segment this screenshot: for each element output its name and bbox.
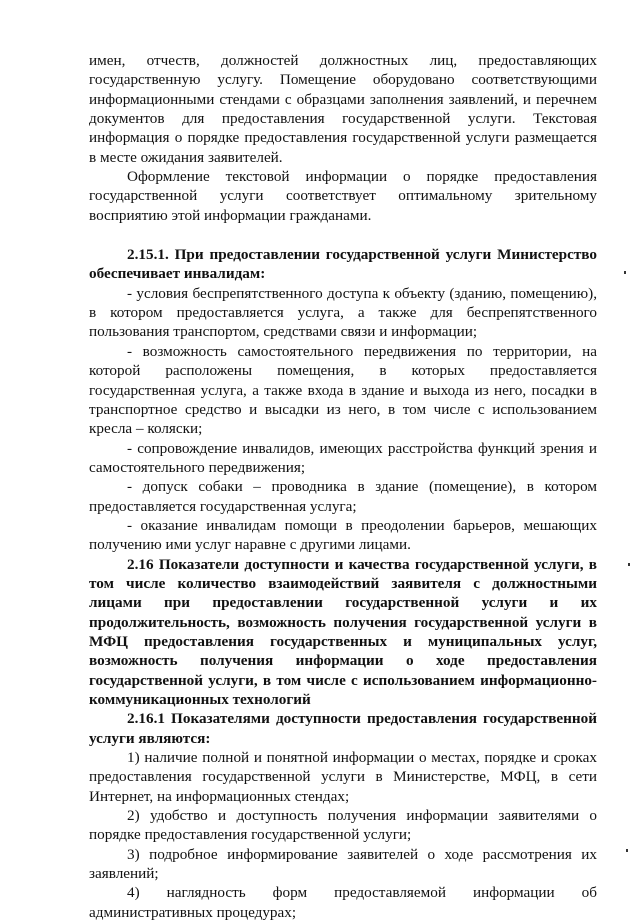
indicator-item-2: 2) удобство и доступность получения информации заявителями о порядке предоставления государственной услуги;	[89, 807, 597, 844]
paragraph-text-design: Оформление текстовой информации о порядке предоставления государственной услуги соответствует оптимальному зрительному восприятию этой информации гражданами.	[89, 168, 597, 224]
section-spacer	[89, 225, 597, 245]
list-item-access-conditions: - условия беспрепятственного доступа к объекту (зданию, помещению), в котором предоставляется услуга, а также для беспрепятственного пользования транспортом, средствами связи и информации;	[89, 284, 597, 341]
list-item-escort: - сопровождение инвалидов, имеющих расстройства функций зрения и самостоятельного передвижения;	[89, 439, 597, 476]
heading-2-15-1: 2.15.1. При предоставлении государственной услуги Министерство обеспечивает инвалидам:	[89, 246, 597, 283]
document-body	[89, 51, 597, 922]
list-item-guide-dog: - допуск собаки – проводника в здание (помещение), в котором предоставляется государственная услуга;	[89, 478, 597, 515]
heading-2-16-1: 2.16.1 Показателями доступности предоставления государственной услуги являются:	[89, 710, 597, 747]
heading-2-16: 2.16 Показатели доступности и качества государственной услуги, в том числе количество взаимодействий заявителя с должностными лицами при предоставлении государственной услуги и их продолжительность, возможность получения государственной услуги в МФЦ предоставления государственных и муниципальных услуг, возможность получения информации о ходе предоставления государственной услуги, в том числе с использованием информационно-коммуникационных технологий	[89, 555, 597, 708]
list-item-barrier-help: - оказание инвалидам помощи в преодолении барьеров, мешающих получению ими услуг наравне с другими лицами.	[89, 516, 597, 554]
paragraph-waiting-area-info: имен, отчеств, должностей должностных лиц, предоставляющих государственную услугу. Помещение оборудовано соответствующими информационными стендами с образцами заполнения заявлений, и перечнем документов для предоставления государственной услуги. Текстовая информация о порядке предоставления государственной услуги размещается в месте ожидания заявителей.	[89, 52, 597, 166]
indicator-item-1: 1) наличие полной и понятной информации о местах, порядке и сроках предоставления государственной услуги в Министерстве, МФЦ, в сети Интернет, на информационных стендах;	[89, 749, 597, 805]
indicator-item-3: 3) подробное информирование заявителей о ходе рассмотрения их заявлений;	[89, 845, 597, 883]
scan-speck	[628, 563, 630, 566]
scan-speck	[624, 271, 626, 274]
indicator-item-4: 4) наглядность форм предоставляемой информации об административных процедурах;	[89, 884, 597, 921]
list-item-independent-movement: - возможность самостоятельного передвижения по территории, на которой расположены помещения, в которых предоставляется государственная услуга, а также входа в здание и выхода из него, посадки в транспортное средство и высадки из него, в том числе с использованием кресла – коляски;	[89, 342, 597, 438]
scan-speck	[626, 849, 628, 852]
